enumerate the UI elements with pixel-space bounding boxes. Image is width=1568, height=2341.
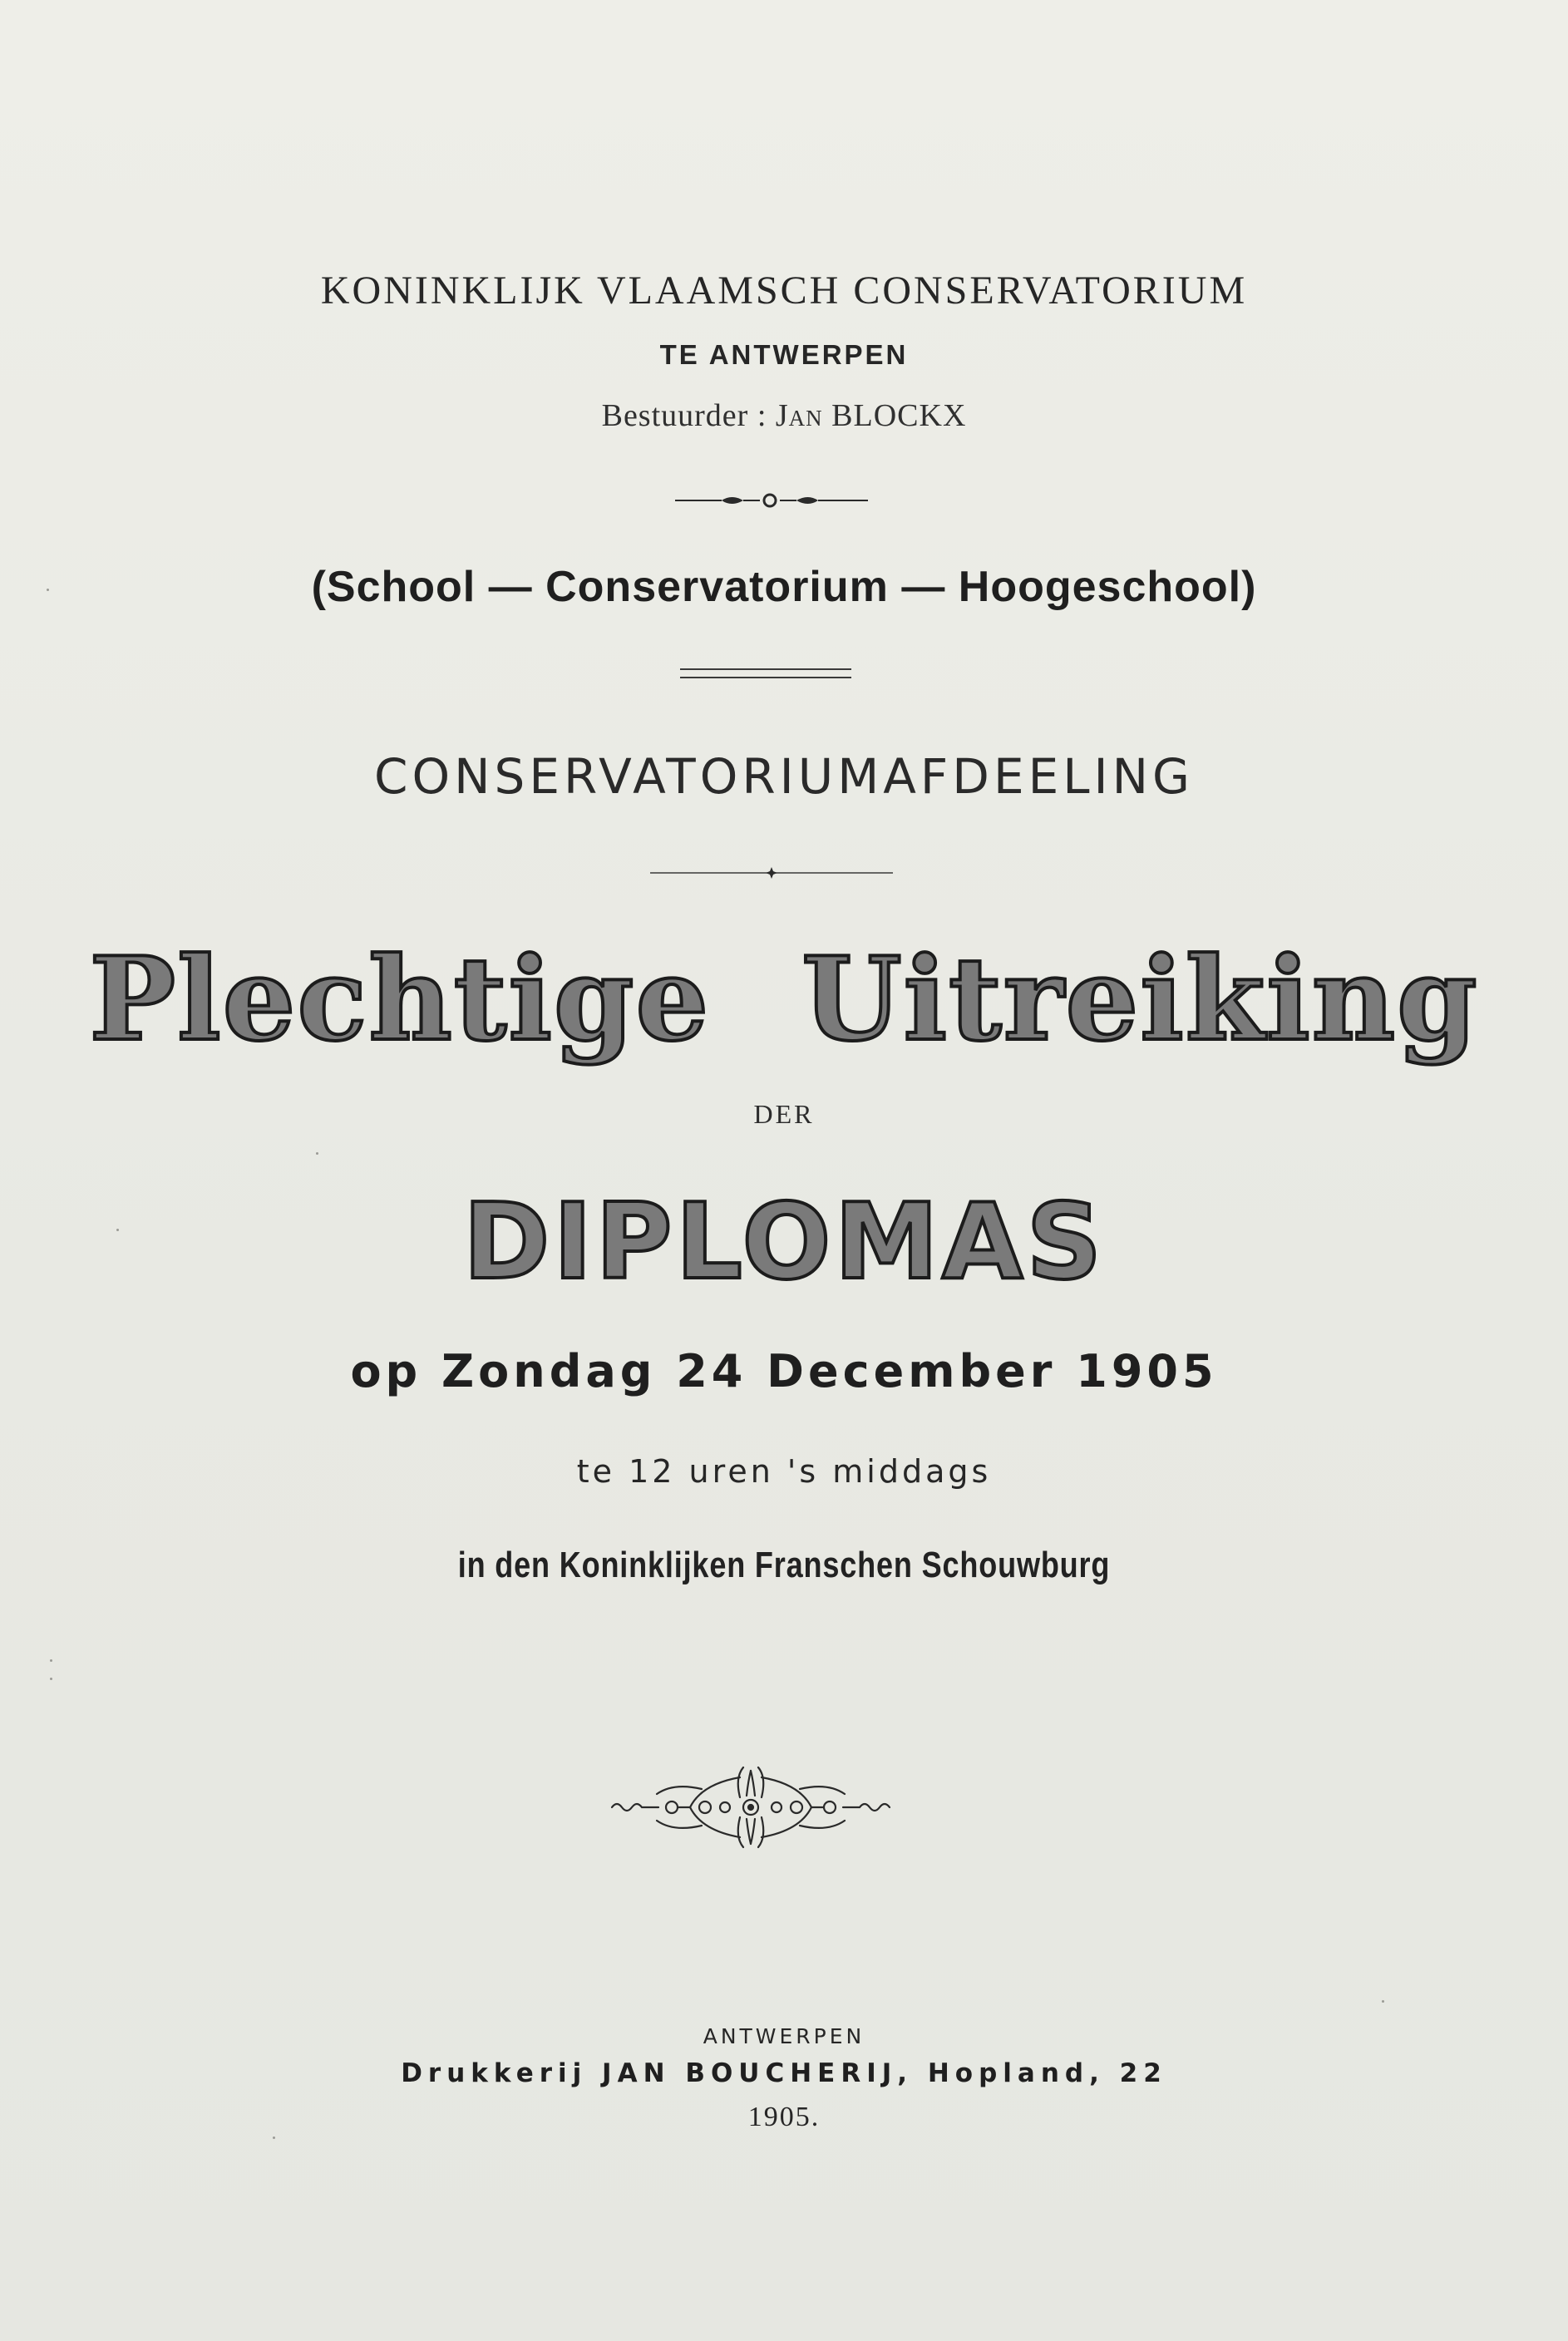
paper-speck <box>50 1678 52 1680</box>
star-rule-icon <box>648 863 895 883</box>
floral-vignette-icon <box>607 1761 895 1852</box>
paper-speck <box>1382 2000 1384 2003</box>
double-rule <box>680 668 851 678</box>
paper-speck <box>47 589 49 591</box>
sections-line: (School — Conservatorium — Hoogeschool) <box>311 563 1257 611</box>
leaf-bead-divider-icon <box>672 485 871 515</box>
imprint-year: 1905. <box>747 2102 821 2132</box>
director-prefix: Bestuurder : <box>601 398 776 433</box>
director-name: Jan BLOCKX <box>775 398 967 433</box>
event-venue: in den Koninklijken Franschen Schouwburg <box>457 1545 1111 1585</box>
paper-speck <box>316 1152 318 1155</box>
headline: Plechtige Uitreiking <box>89 931 1479 1067</box>
paper-speck <box>273 2136 275 2139</box>
imprint-place: ANTWERPEN <box>703 2024 865 2048</box>
director-line <box>0 397 1568 434</box>
department-title: CONSERVATORIUMAFDEELING <box>374 748 1194 805</box>
paper-speck <box>50 1659 52 1662</box>
event-date: op Zondag 24 December 1905 <box>350 1345 1218 1397</box>
der-text: DER <box>753 1099 815 1129</box>
diplomas-title: DIPLOMAS <box>462 1180 1106 1303</box>
imprint-printer: Drukkerij JAN BOUCHERIJ, Hopland, 22 <box>401 2058 1167 2088</box>
paper-speck <box>116 1229 119 1231</box>
institution-name: KONINKLIJK VLAAMSCH CONSERVATORIUM <box>320 269 1248 313</box>
institution-city: TE ANTWERPEN <box>659 339 909 370</box>
event-time: te 12 uren 's middags <box>576 1453 992 1490</box>
